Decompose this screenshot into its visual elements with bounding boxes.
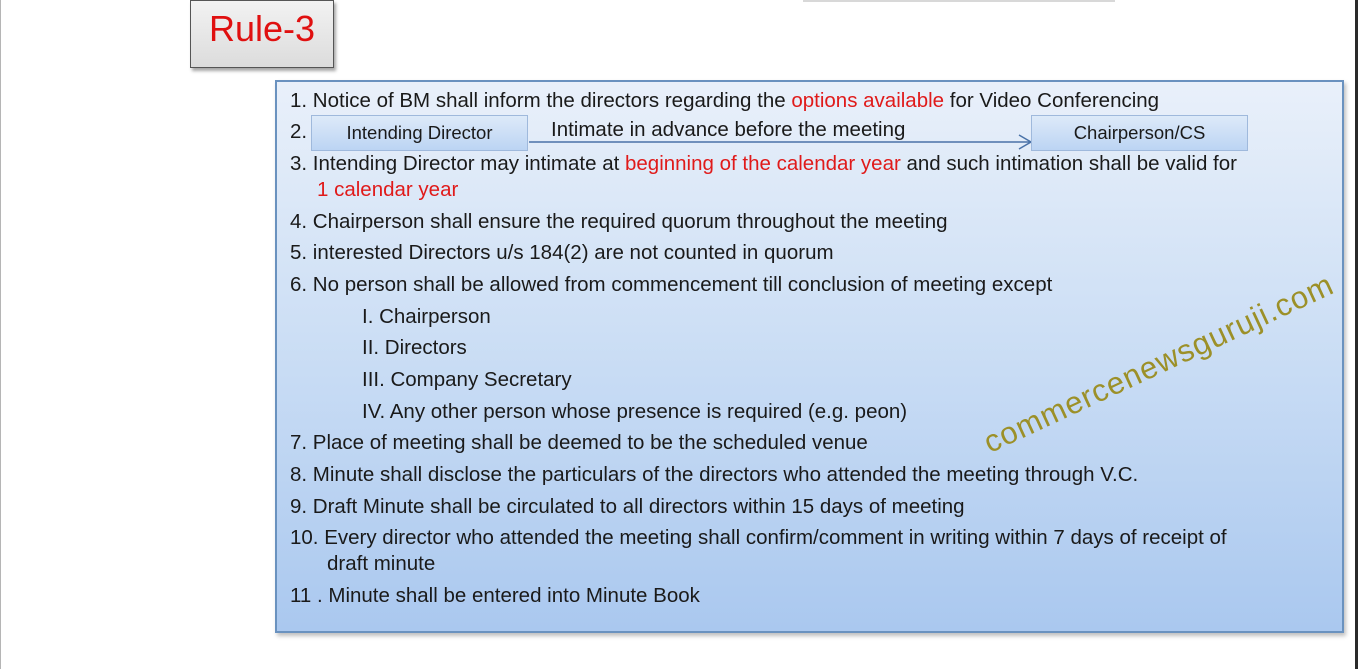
rule-item-8: 8. Minute shall disclose the particulars of the directors who attended the meeting through V.C. bbox=[290, 463, 1139, 486]
flow-number: 2. bbox=[290, 120, 308, 143]
rule-item-7: 7. Place of meeting shall be deemed to be the scheduled venue bbox=[290, 431, 868, 454]
sub-item-3: III. Company Secretary bbox=[362, 368, 572, 391]
rule-item-4: 4. Chairperson shall ensure the required quorum throughout the meeting bbox=[290, 210, 948, 233]
rule-item-1: 1. Notice of BM shall inform the directors regarding the options available for Video Conferencing bbox=[290, 89, 1160, 112]
rule-title: Rule-3 bbox=[208, 8, 316, 49]
watermark: commercenewsguruji.com bbox=[978, 266, 1340, 460]
flow-box-to: Chairperson/CS bbox=[1031, 115, 1248, 151]
rule-item-10-cont: draft minute bbox=[327, 552, 436, 575]
sub-item-1: I. Chairperson bbox=[362, 305, 491, 328]
flow-label: Intimate in advance before the meeting bbox=[551, 118, 906, 141]
flow-arrow bbox=[529, 133, 1035, 151]
rule-item-3-cont: 1 calendar year bbox=[317, 178, 459, 201]
left-edge-line bbox=[0, 0, 1, 669]
rule-item-10: 10. Every director who attended the meeting shall confirm/comment in writing within 7 days of receipt of bbox=[290, 526, 1227, 549]
top-strip bbox=[803, 0, 1115, 2]
rule-item-3: 3. Intending Director may intimate at beginning of the calendar year and such intimation shall be valid for bbox=[290, 152, 1237, 175]
sub-item-4: IV. Any other person whose presence is required (e.g. peon) bbox=[362, 400, 908, 423]
rule-item-9: 9. Draft Minute shall be circulated to all directors within 15 days of meeting bbox=[290, 495, 965, 518]
rule-title-box bbox=[190, 0, 334, 68]
highlight-text: beginning of the calendar year bbox=[625, 152, 901, 175]
rule-item-5: 5. interested Directors u/s 184(2) are not counted in quorum bbox=[290, 241, 834, 264]
sub-item-2: II. Directors bbox=[362, 336, 467, 359]
highlight-text: options available bbox=[791, 89, 945, 112]
rule-item-11: 11 . Minute shall be entered into Minute Book bbox=[290, 584, 700, 607]
rule-item-6: 6. No person shall be allowed from commencement till conclusion of meeting except bbox=[290, 273, 1053, 296]
flow-box-from: Intending Director bbox=[311, 115, 528, 151]
